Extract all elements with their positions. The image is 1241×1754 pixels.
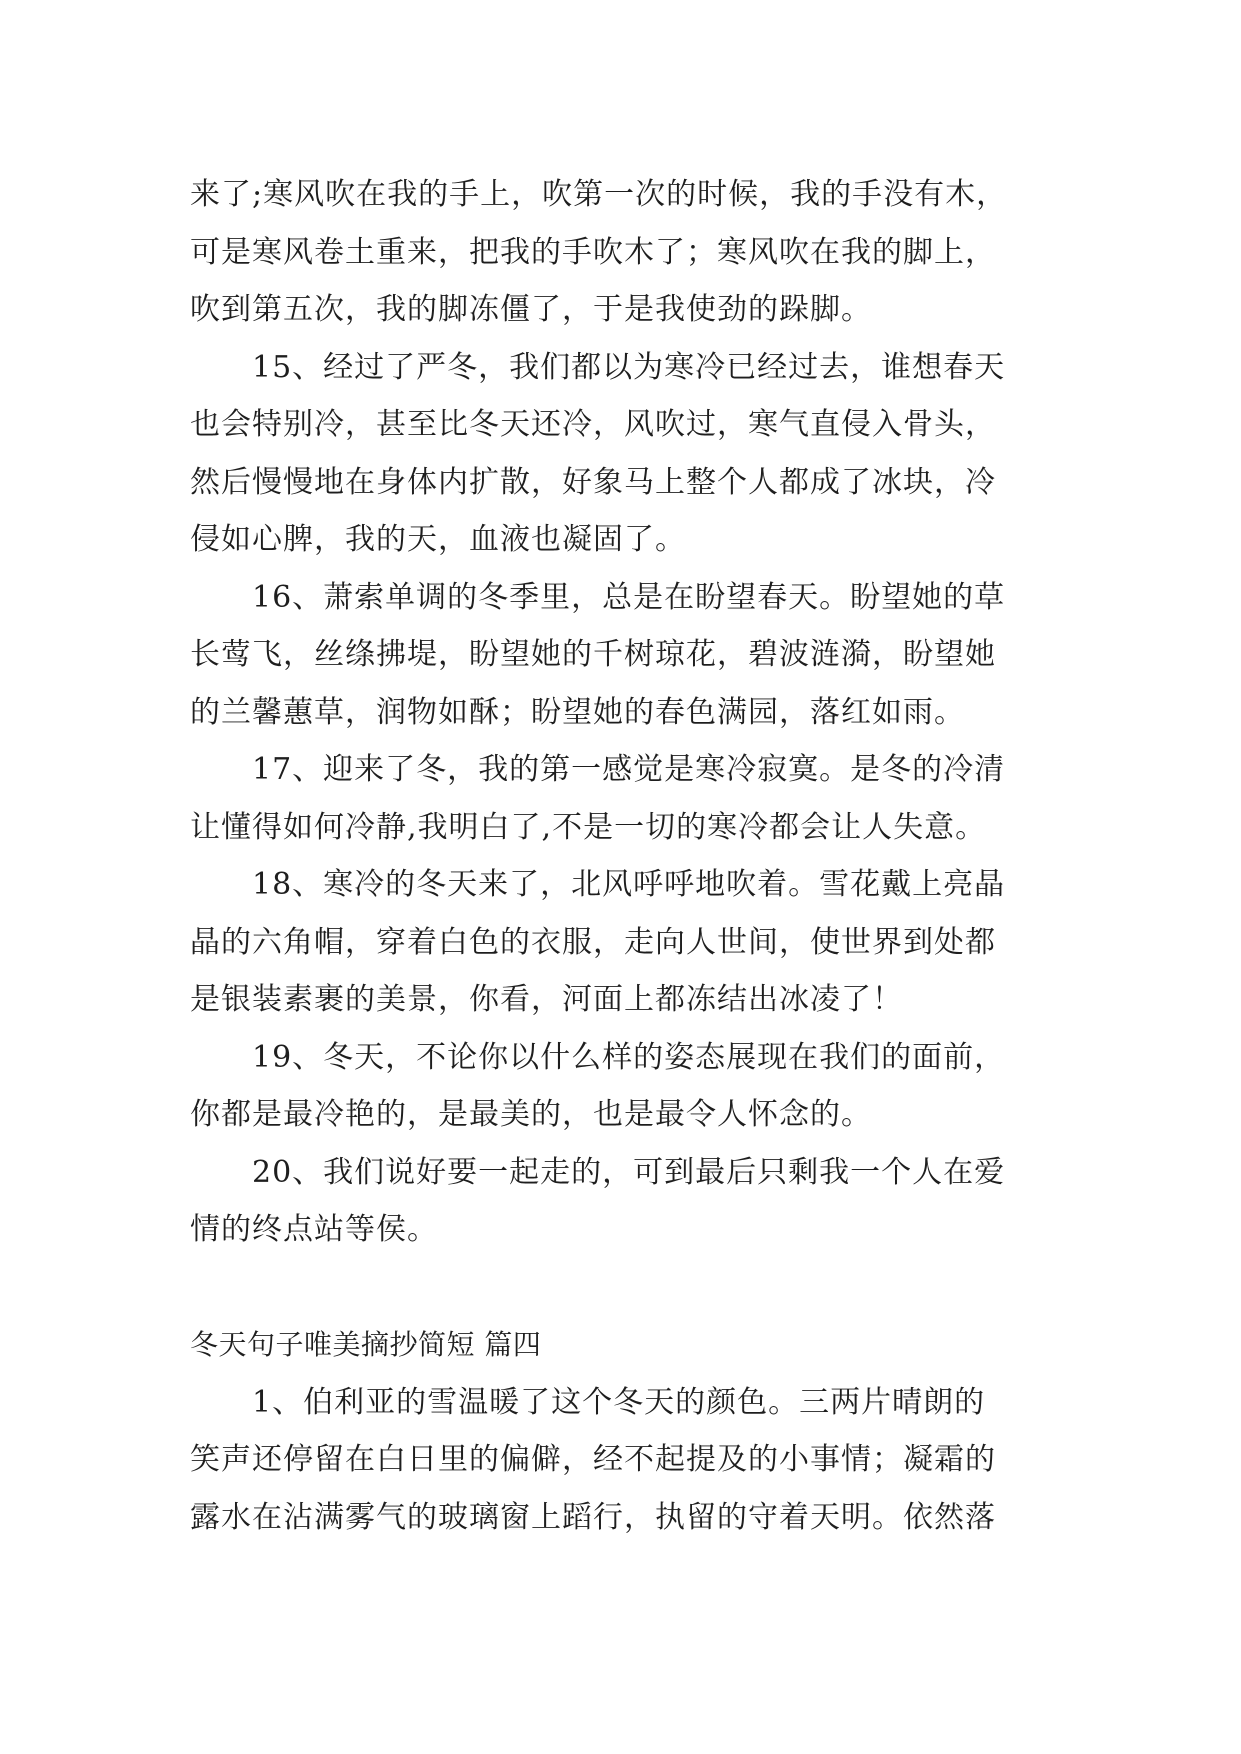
continued-paragraph <box>190 166 1070 339</box>
text-line: 然后慢慢地在身体内扩散，好象马上整个人都成了冰块，冷 <box>190 464 996 500</box>
paragraph-item-19 <box>190 1029 1070 1144</box>
paragraph-item-16 <box>190 569 1070 742</box>
text-line: 可是寒风卷土重来，把我的手吹木了；寒风吹在我的脚上， <box>190 234 996 270</box>
text-line: 16、萧索单调的冬季里，总是在盼望春天。盼望她的草 <box>252 579 1006 615</box>
text-line: 是银装素裹的美景，你看，河面上都冻结出冰凌了！ <box>190 982 903 1017</box>
text-line: 侵如心脾，我的天，血液也凝固了。 <box>190 522 686 557</box>
text-line: 15、经过了严冬，我们都以为寒冷已经过去，谁想春天 <box>252 349 1006 385</box>
text-line: 17、迎来了冬，我的第一感觉是寒冷寂寞。是冬的冷清 <box>252 752 1006 787</box>
section-heading: 冬天句子唯美摘抄简短 篇四 <box>190 1328 542 1361</box>
text-line: 20、我们说好要一起走的，可到最后只剩我一个人在爱 <box>252 1154 1006 1190</box>
text-line: 让懂得如何冷静,我明白了,不是一切的寒冷都会让人失意。 <box>190 809 987 845</box>
text-line: 来了;寒风吹在我的手上，吹第一次的时候，我的手没有木， <box>190 177 1008 212</box>
text-line: 吹到第五次，我的脚冻僵了，于是我使劲的跺脚。 <box>190 292 872 327</box>
text-line: 也会特别冷，甚至比冬天还冷，风吹过，寒气直侵入骨头， <box>190 407 996 442</box>
text-line: 1、伯利亚的雪温暖了这个冬天的颜色。三两片晴朗的 <box>252 1384 986 1420</box>
text-line: 情的终点站等侯。 <box>190 1212 438 1247</box>
paragraph-item-18 <box>190 856 1070 1029</box>
text-line: 笑声还停留在白日里的偏僻，经不起提及的小事情；凝霜的 <box>190 1442 996 1477</box>
text-line: 你都是最冷艳的，是最美的，也是最令人怀念的。 <box>190 1097 872 1132</box>
text-line: 的兰馨蕙草，润物如酥；盼望她的春色满园，落红如雨。 <box>190 694 965 730</box>
text-line: 晶的六角帽，穿着白色的衣服，走向人世间，使世界到处都 <box>190 924 996 960</box>
text-line: 18、寒冷的冬天来了，北风呼呼地吹着。雪花戴上亮晶 <box>252 867 1006 902</box>
document-body <box>190 166 1070 1546</box>
text-line: 19、冬天，不论你以什么样的姿态展现在我们的面前， <box>252 1039 1006 1075</box>
text-line: 长莺飞，丝绦拂堤，盼望她的千树琼花，碧波涟漪，盼望她 <box>190 637 996 672</box>
section-paragraph-item-1 <box>190 1374 1070 1547</box>
paragraph-item-20 <box>190 1144 1070 1259</box>
text-line: 露水在沾满雾气的玻璃窗上蹈行，执留的守着天明。依然落 <box>190 1499 996 1535</box>
paragraph-item-17 <box>190 741 1070 856</box>
section-gap <box>190 1259 1070 1317</box>
paragraph-item-15 <box>190 339 1070 569</box>
